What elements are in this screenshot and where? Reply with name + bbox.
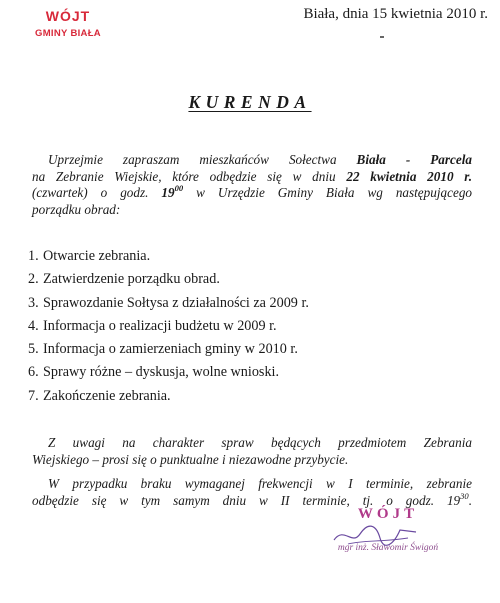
- agenda-item: 5. Informacja o zamierzeniach gminy w 2010 r.: [28, 341, 298, 358]
- signatory-name: mgr inż. Sławomir Świgoń: [337, 543, 439, 553]
- document-title: [0, 92, 500, 113]
- meeting-time: $19^{00}$: [161, 183, 184, 200]
- quorum-line-2: odbędzie się w tym samym dniu w II terminie, tj. o godz. $19^{30}$.: [32, 490, 472, 508]
- scan-speck: [380, 36, 384, 38]
- meeting-date: 22 kwietnia 2010 r.: [346, 168, 472, 184]
- invitation-line-3: (czwartek) o godz. $19^{00}$ w Urzędzie Gminy Biała wg następującego: [32, 183, 473, 200]
- agenda-item: 3. Sprawozdanie Sołtysa z działalności za 2009 r.: [28, 294, 309, 311]
- official-stamp-top: [18, 8, 118, 39]
- agenda-item: 1. Otwarcie zebrania.: [28, 248, 151, 264]
- agenda-item: 4. Informacja o realizacji budżetu w 2009 r.: [28, 317, 277, 334]
- quorum-line-1: W przypadku braku wymaganej frekwencji w I terminie, zebranie: [48, 476, 472, 491]
- note-line-1: Z uwagi na charakter spraw będących przedmiotem Zebrania: [48, 435, 472, 450]
- document-title-text: KURENDA: [188, 92, 312, 112]
- invitation-paragraph: [32, 152, 472, 218]
- note-line-2: Wiejskiego – prosi się o punktualne i niezawodne przybycie.: [32, 451, 349, 467]
- stamp-title: WÓJT: [45, 8, 91, 24]
- agenda-item: 2. Zatwierdzenie porządku obrad.: [28, 271, 220, 288]
- place-date: Biała, dnia 15 kwietnia 2010 r.: [303, 6, 488, 22]
- invitation-line-1: Uprzejmie zapraszam mieszkańców Sołectwa Biała - Parcela: [48, 152, 472, 167]
- stamp-subtitle: GMINY BIAŁA: [35, 28, 101, 39]
- quorum-note: [32, 476, 472, 509]
- punctuality-note: [32, 435, 472, 468]
- second-term-time: $19^{30}$: [446, 490, 469, 508]
- handwritten-signature: [330, 520, 420, 550]
- invitation-line-2: na Zebranie Wiejskie, które odbędzie się w dniu 22 kwietnia 2010 r.: [32, 168, 472, 184]
- agenda-list: [28, 245, 309, 408]
- invitation-line-4: porządku obrad:: [32, 201, 121, 217]
- signature-stamp-title: WÓJT: [357, 506, 419, 522]
- agenda-item: 7. Zakończenie zebrania.: [28, 387, 171, 404]
- agenda-item: 6. Sprawy różne – dyskusja, wolne wnioski.: [28, 364, 280, 381]
- village-name: Biała - Parcela: [356, 152, 472, 167]
